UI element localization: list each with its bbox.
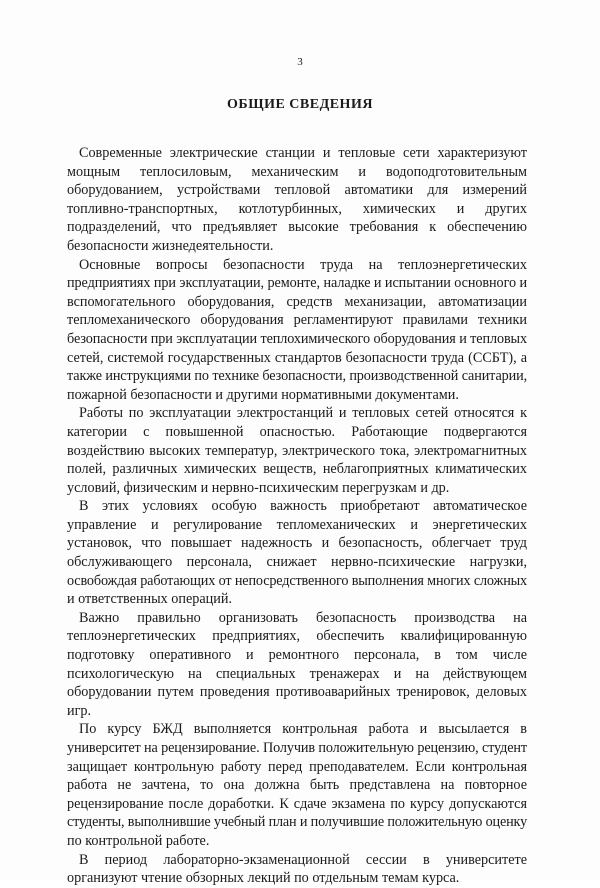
text-line: игр. <box>67 702 92 719</box>
paragraph <box>67 720 527 850</box>
text-line: подразделений, что предъявляет высокие требования к обеспечению <box>67 219 527 236</box>
text-line: подготовку оперативного и ремонтного персонала, в том числе <box>67 647 527 664</box>
paragraph <box>67 404 527 497</box>
text-line: также инструкциями по технике безопасности, производственной санитарии, <box>67 368 527 385</box>
text-line: университет на рецензирование. Получив положительную рецензию, студент <box>67 740 527 756</box>
text-line: и ответственных операций. <box>67 591 232 608</box>
text-line: По курсу БЖД выполняется контрольная работа и высылается в <box>79 721 527 738</box>
text-line: мощным теплосиловым, механическим и водоподготовительным <box>67 163 527 180</box>
text-line: тепломеханического оборудования регламентируют правилами техники <box>67 312 527 329</box>
text-line: установок, что повышает надежность и безопасность, облегчает труд <box>67 535 527 552</box>
text-line: студенты, выполнившие учебный план и получившие положительную оценку <box>67 814 527 831</box>
text-line: Важно правильно организовать безопасность производства на <box>79 609 527 626</box>
text-line: Основные вопросы безопасности труда на теплоэнергетических <box>79 256 527 273</box>
text-line: Работы по эксплуатации электростанций и тепловых сетей относятся к <box>79 405 527 422</box>
text-line: безопасности при эксплуатации теплохимического оборудования и тепловых <box>67 330 527 347</box>
text-line: условий, физическим и нервно-психическим перегрузкам и др. <box>67 479 450 496</box>
text-line: предприятиях при эксплуатации, ремонте, наладке и испытании основного и <box>67 275 527 292</box>
text-line: оборудовании путем проведения противоаварийных тренировок, деловых <box>67 684 527 701</box>
text-line: Современные электрические станции и тепловые сети характеризуют <box>79 145 527 161</box>
text-line: теплоэнергетических предприятиях, обеспечить квалифицированную <box>67 628 527 645</box>
text-line: по контрольной работе. <box>67 832 210 849</box>
text-line: воздействию высоких температур, электрического тока, электромагнитных <box>67 442 527 459</box>
text-line: категории с повышенной опасностью. Работающие подвергаются <box>67 423 527 440</box>
text-line: освобождая работающих от непосредственного выполнения многих сложных <box>67 572 527 589</box>
text-line: организуют чтение обзорных лекций по отдельным темам курса. <box>67 870 460 887</box>
text-line: сетей, системой государственных стандартов безопасности труда (ССБТ), а <box>67 349 527 366</box>
paragraph <box>67 256 527 405</box>
text-line: управление и регулирование тепломеханических и энергетических <box>67 516 527 533</box>
text-line: обслуживающего персонала, снижает нервно-психические нагрузки, <box>67 554 527 571</box>
text-line: В этих условиях особую важность приобретают автоматическое <box>79 498 527 515</box>
paragraph <box>67 851 527 888</box>
text-line: полей, различных химических веществ, неблагоприятных климатических <box>67 461 527 478</box>
text-line: оборудованием, устройствами тепловой автоматики для измерений <box>67 182 527 199</box>
text-line: пожарной безопасности и другими нормативными документами. <box>67 386 459 403</box>
paragraph <box>67 497 527 609</box>
body-text <box>67 144 527 888</box>
section-heading: ОБЩИЕ СВЕДЕНИЯ <box>227 97 373 112</box>
text-line: рецензирование после доработки. К сдаче экзамена по курсу допускаются <box>67 795 527 812</box>
text-line: топливно-транспортных, котлотурбинных, химических и других <box>67 200 527 217</box>
text-line: вспомогательного оборудования, средств механизации, автоматизации <box>67 293 527 310</box>
page-number: 3 <box>297 56 303 68</box>
paragraph <box>67 609 527 721</box>
text-line: безопасности жизнедеятельности. <box>67 237 274 254</box>
paragraph <box>67 144 527 256</box>
text-line: психологическую на специальных тренажерах и на действующем <box>67 665 527 682</box>
text-line: В период лабораторно-экзаменационной сессии в университете <box>79 851 527 868</box>
text-line: защищает контрольную работу перед преподавателем. Если контрольная <box>67 758 527 775</box>
text-line: работа не зачтена, то она должна быть представлена на повторное <box>67 777 527 794</box>
